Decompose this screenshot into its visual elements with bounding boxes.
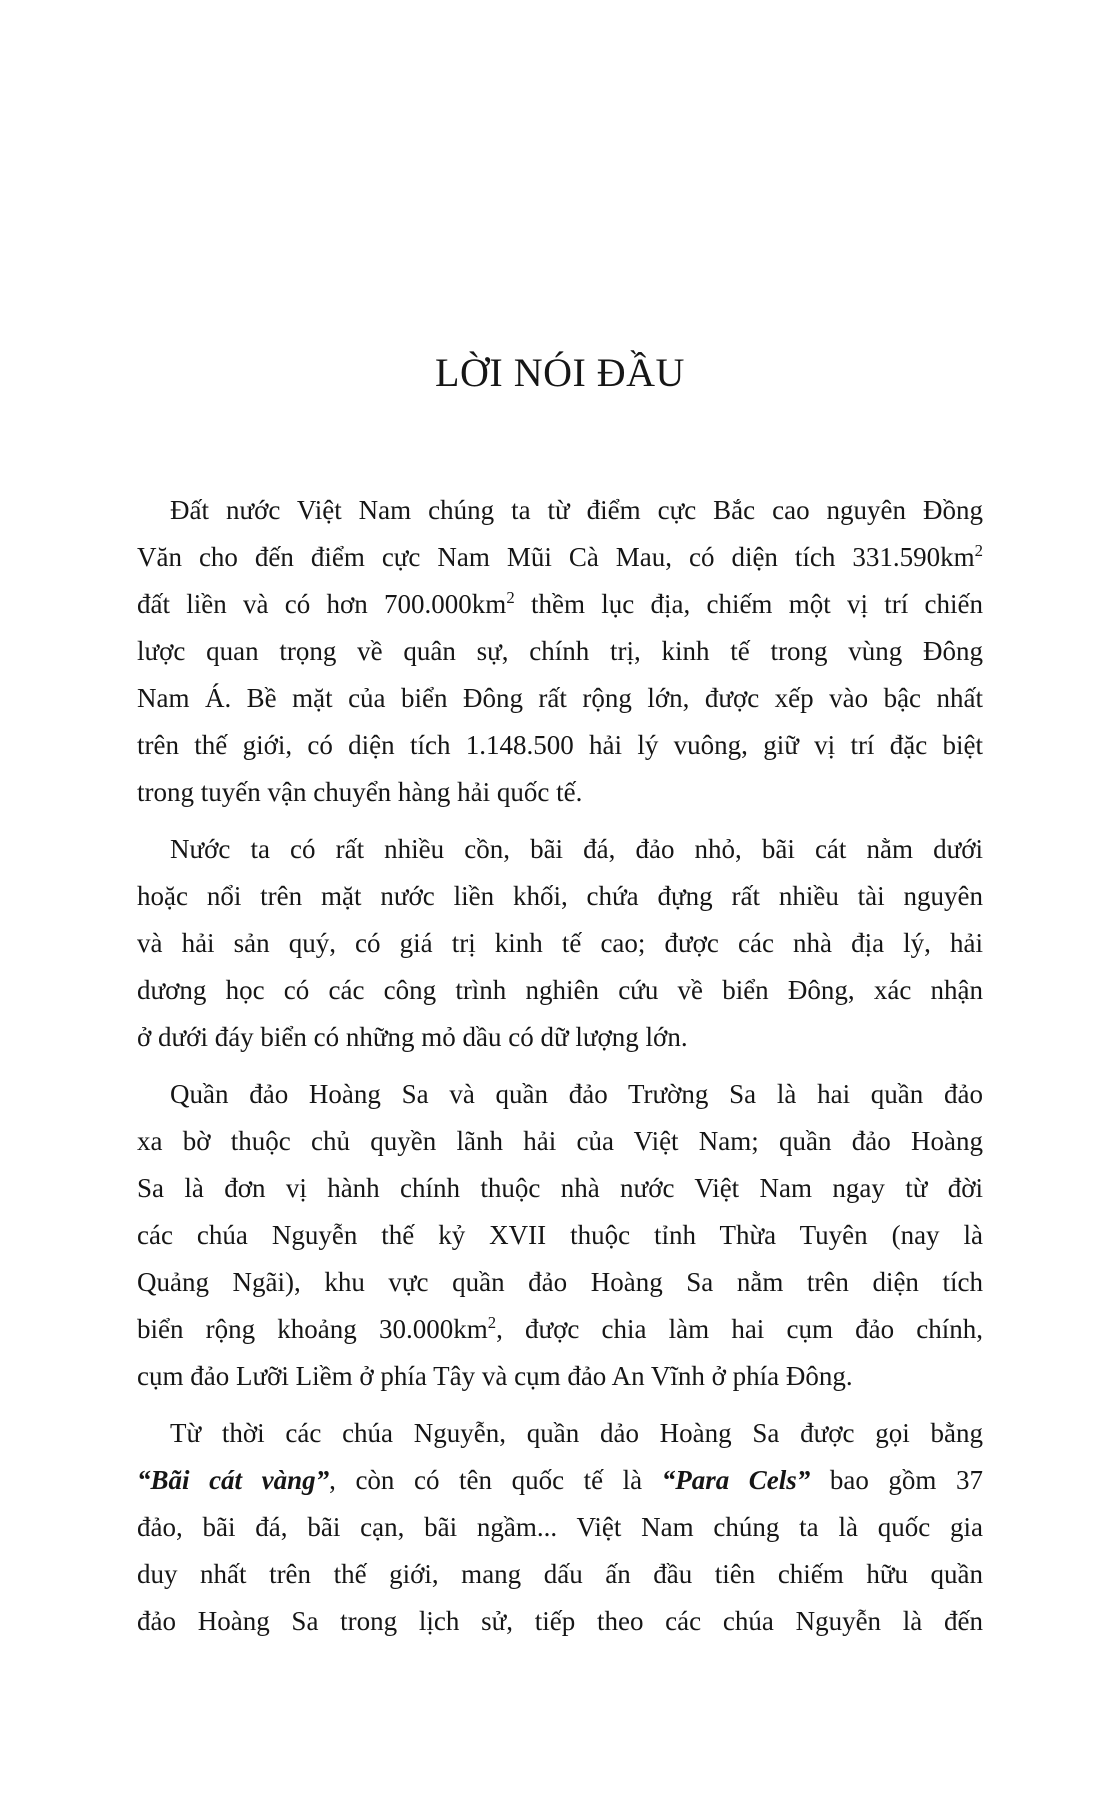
text-line [137,1165,983,1212]
text-line [137,1118,983,1165]
text-line [137,628,983,675]
text-segment: đảo, bãi đá, bãi cạn, bãi ngầm... Việt Nam chúng ta là quốc gia [137,1512,983,1542]
superscript: 2 [506,588,515,607]
text-segment: trong tuyến vận chuyển hàng hải quốc tế. [137,777,583,807]
text-line [137,920,983,967]
text-segment: dương học có các công trình nghiên cứu về biển Đông, xác nhận [137,975,983,1005]
text-segment: và hải sản quý, có giá trị kinh tế cao; được các nhà địa lý, hải [137,928,983,958]
text-line [137,1353,983,1400]
text-line [137,722,983,769]
text-line [137,1212,983,1259]
text-line [137,487,983,534]
text-line [137,534,983,581]
text-line [137,826,983,873]
paragraph [137,487,983,816]
text-segment: Đất nước Việt Nam chúng ta từ điểm cực Bắc cao nguyên Đồng [170,495,983,525]
text-segment: thềm lục địa, chiếm một vị trí chiến [514,589,983,619]
text-line [137,1306,983,1353]
superscript: 2 [974,541,983,560]
text-segment: cụm đảo Lưỡi Liềm ở phía Tây và cụm đảo An Vĩnh ở phía Đông. [137,1361,853,1391]
text-line [137,1457,983,1504]
text-segment: Nước ta có rất nhiều cồn, bãi đá, đảo nhỏ, bãi cát nằm dưới [170,834,983,864]
text-segment: bao gồm 37 [810,1465,983,1495]
text-line [137,1551,983,1598]
superscript: 2 [487,1313,497,1332]
text-line [137,1014,983,1061]
paragraph [137,1071,983,1400]
text-segment: biển rộng khoảng 30.000km [137,1314,488,1344]
text-segment: Quần đảo Hoàng Sa và quần đảo Trường Sa là hai quần đảo [170,1079,983,1109]
emphasized-text: “Para Cels” [661,1465,811,1495]
text-line [137,873,983,920]
text-line [137,1598,983,1645]
text-line [137,1504,983,1551]
text-segment: lược quan trọng về quân sự, chính trị, kinh tế trong vùng Đông [137,636,983,666]
text-segment: hoặc nổi trên mặt nước liền khối, chứa đựng rất nhiều tài nguyên [137,881,983,911]
text-segment: trên thế giới, có diện tích 1.148.500 hải lý vuông, giữ vị trí đặc biệt [137,730,983,760]
document-body [137,487,983,1645]
paragraph [137,826,983,1061]
text-segment: Quảng Ngãi), khu vực quần đảo Hoàng Sa nằm trên diện tích [137,1267,983,1297]
text-segment: các chúa Nguyễn thế kỷ XVII thuộc tỉnh Thừa Tuyên (nay là [137,1220,983,1250]
text-line [137,769,983,816]
text-segment: Sa là đơn vị hành chính thuộc nhà nước Việt Nam ngay từ đời [137,1173,983,1203]
text-line [137,675,983,722]
text-line [137,1259,983,1306]
text-segment: đảo Hoàng Sa trong lịch sử, tiếp theo các chúa Nguyễn là đến [137,1606,983,1636]
text-segment: xa bờ thuộc chủ quyền lãnh hải của Việt Nam; quần đảo Hoàng [137,1126,983,1156]
text-line [137,1071,983,1118]
text-line [137,581,983,628]
text-segment: Nam Á. Bề mặt của biển Đông rất rộng lớn, được xếp vào bậc nhất [137,683,983,713]
text-segment: duy nhất trên thế giới, mang dấu ấn đầu tiên chiếm hữu quần [137,1559,983,1589]
text-segment: đất liền và có hơn 700.000km [137,589,507,619]
emphasized-text: “Bãi cát vàng” [137,1465,330,1495]
text-line [137,967,983,1014]
page-content [137,348,983,1655]
paragraph [137,1410,983,1645]
text-segment: , còn có tên quốc tế là [329,1465,662,1495]
text-segment: ở dưới đáy biển có những mỏ dầu có dữ lượng lớn. [137,1022,688,1052]
page-title: LỜI NÓI ĐẦU [435,350,685,395]
text-segment: , được chia làm hai cụm đảo chính, [496,1314,983,1344]
text-segment: Từ thời các chúa Nguyễn, quần dảo Hoàng Sa được gọi bằng [170,1418,983,1448]
text-segment: Văn cho đến điểm cực Nam Mũi Cà Mau, có diện tích 331.590km [137,542,975,572]
text-line [137,1410,983,1457]
